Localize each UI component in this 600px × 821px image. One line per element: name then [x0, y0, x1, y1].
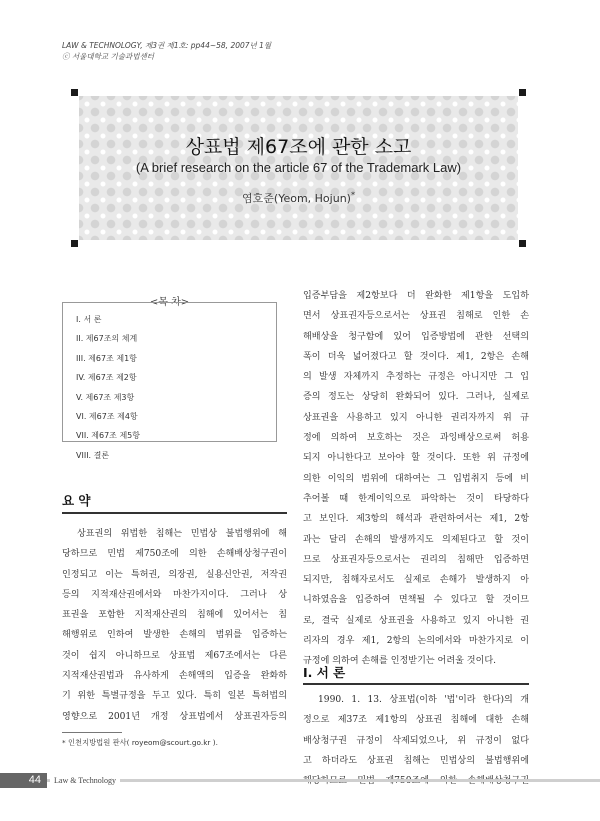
corner-mark-top-right	[519, 89, 526, 96]
body-line: 해배상을 청구함에 있어 입증방법에 관한 선택의	[303, 331, 529, 342]
right-column-body	[303, 286, 529, 672]
abstract-line: 표권을 포함한 지적재산권의 침해에 있어서는 침	[62, 610, 287, 621]
footer-journal-name: Law & Technology	[50, 774, 120, 787]
intro-heading: I. 서 론	[303, 665, 346, 680]
toc-item: VI. 제67조 제4항	[76, 411, 138, 421]
abstract-line: 지적재산권법과 유사하게 손해액의 입증을 완화하	[62, 671, 287, 682]
abstract-heading-rule	[62, 512, 287, 514]
abstract-line: 기 위한 특별규정을 두고 있다. 특히 일본 특허법의	[62, 691, 287, 702]
paper-title-korean: 상표법 제67조에 관한 소고	[185, 136, 412, 158]
toc-item: VII. 제67조 제5항	[76, 431, 141, 441]
intro-line: 고 하더라도 상표권 침해는 민법상의 불법행위에	[303, 755, 529, 766]
intro-line: 배상청구권 규정이 삭제되었으나, 위 규정이 없다	[303, 735, 529, 746]
abstract-heading: 요 약	[62, 493, 91, 508]
body-line: 폭이 더욱 넓어졌다고 할 것이다. 제1, 2항은 손해	[303, 351, 529, 362]
body-line: 의 발생 자체까지 추정하는 규정은 아니지만 그 입	[303, 372, 529, 383]
toc-item: II. 제67조의 체계	[76, 334, 138, 344]
abstract-line: 인정되고 이는 특허권, 의장권, 실용신안권, 저작권	[62, 569, 287, 580]
body-line: 로, 결국 실제로 상표권을 사용하고 있지 아니한 권	[303, 615, 529, 626]
footnote-rule	[62, 732, 122, 733]
toc-item: III. 제67조 제1항	[76, 353, 137, 363]
journal-header	[62, 40, 462, 62]
page-number: 44	[0, 773, 47, 788]
toc-heading: <목 차>	[149, 297, 190, 308]
body-line: 추어볼 때 한계이익으로 파악하는 것이 타당하다	[303, 493, 529, 504]
body-line: 정에 의하여 보호하는 것은 과잉배상으로써 허용	[303, 433, 529, 444]
corner-mark-bottom-left	[71, 240, 78, 247]
body-line: 의한 이익의 범위에 대하여는 그 입법취지 등에 비	[303, 473, 529, 484]
journal-citation: LAW & TECHNOLOGY, 제3권 제1호: pp44~58, 2007년 1월	[62, 41, 272, 50]
body-line: 되지 아니한다고 보아야 할 것이다. 또한 위 규정에	[303, 453, 529, 464]
body-line: 므로 상표권자등으로서는 권리의 침해만 입증하면	[303, 554, 529, 565]
body-line: 고 보인다. 제3항의 해석과 관련하여서는 제1, 2항	[303, 514, 529, 525]
body-line: 면서 상표권자등으로서는 상표권 침해로 인한 손	[303, 311, 529, 322]
author-line	[79, 190, 518, 206]
body-line: 과는 달리 손해의 발생까지도 의제된다고 할 것이	[303, 534, 529, 545]
body-line: 상표권을 사용하고 있지 아니한 권리자까지 위 규	[303, 412, 529, 423]
intro-line: 정으로 제37조 제1항의 상표권 침해에 대한 손해	[303, 715, 529, 726]
abstract-body	[62, 524, 287, 727]
toc-item: I. 서 론	[76, 315, 102, 324]
abstract-line: 영향으로 2001년 개정 상표법에서 상표권자등의	[62, 711, 287, 722]
body-line: 리자의 경우 제1, 2항의 논의에서와 마찬가지로 이	[303, 636, 529, 647]
abstract-line: 상표권의 위법한 침해는 민법상 불법행위에 해	[77, 529, 287, 539]
body-line: 입증부담을 제2항보다 더 완화한 제1항을 도입하	[303, 291, 529, 301]
footer-rule	[47, 779, 600, 782]
abstract-line: 해행위로 인하여 발생한 손해의 범위를 입증하는	[62, 630, 287, 641]
body-line: 규정에 의하여 손해를 인정받기는 어려울 것이다.	[303, 656, 497, 667]
toc-item: VIII. 결론	[76, 450, 110, 460]
body-line: 되지만, 침해자로서도 실제로 손해가 발생하지 아	[303, 575, 529, 586]
abstract-line: 등의 지적재산권에서와 마찬가지이다. 그러나 상	[62, 589, 287, 600]
abstract-line: 당하므로 민법 제750조에 의한 손해배상청구권이	[62, 549, 287, 560]
body-line: 니하였음을 입증하여 면책될 수 있다고 할 것이므	[303, 595, 529, 606]
intro-body	[303, 690, 529, 791]
corner-mark-bottom-right	[519, 240, 526, 247]
intro-heading-rule	[303, 683, 529, 685]
paper-title-english: (A brief research on the article 67 of the Trademark Law)	[135, 160, 462, 175]
author-footnote-mark: *	[350, 190, 355, 200]
corner-mark-top-left	[71, 89, 78, 96]
toc-item: IV. 제67조 제2항	[76, 373, 137, 383]
abstract-line: 것이 쉽지 아니하므로 상표법 제67조에서는 다른	[62, 650, 287, 661]
toc-item: V. 제67조 제3항	[76, 392, 135, 402]
toc-list	[76, 310, 140, 465]
author-footnote: * 인천지방법원 판사( royeom@scourt.go.kr ).	[62, 738, 218, 747]
journal-publisher: ⓒ 서울대학교 기술과법센터	[62, 52, 154, 61]
body-line: 증의 정도는 상당히 완화되어 있다. 그러나, 실제로	[303, 392, 529, 403]
intro-line: 1990. 1. 13. 상표법(이하 '법'이라 한다)의 개	[318, 695, 529, 705]
author-name: 염호준(Yeom, Hojun)	[242, 192, 351, 205]
